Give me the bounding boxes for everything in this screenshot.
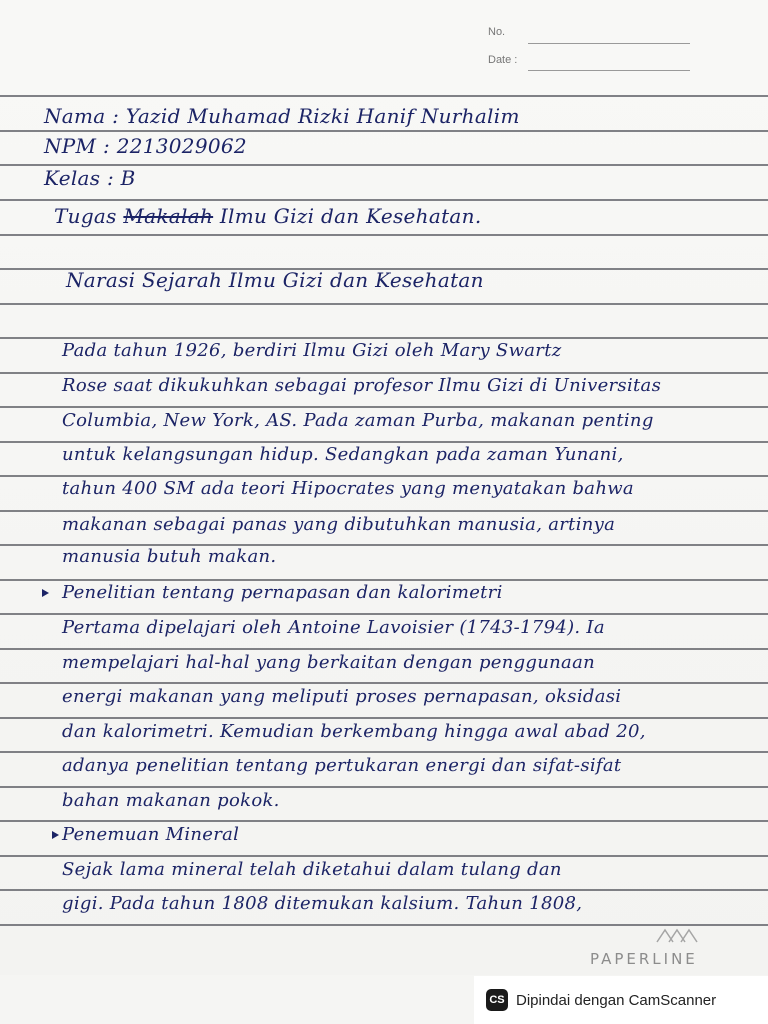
- triangle-bullet-icon: [42, 589, 49, 597]
- no-label: No.: [488, 26, 506, 38]
- section-heading-respiration: Penelitian tentang pernapasan dan kalorimetri: [62, 582, 503, 603]
- text-line: manusia butuh makan.: [62, 546, 277, 567]
- text-line: Sejak lama mineral telah diketahui dalam tulang dan: [62, 859, 562, 880]
- date-label: Date :: [488, 54, 518, 66]
- scanner-watermark: [474, 976, 768, 1024]
- name-line: Nama : Yazid Muhamad Rizki Hanif Nurhalim: [44, 104, 520, 128]
- brand-wordmark: PAPERLINE: [590, 950, 698, 968]
- scanner-text: Dipindai dengan CamScanner: [516, 991, 717, 1009]
- npm-line: NPM : 2213029062: [44, 134, 247, 158]
- assignment-line: [54, 204, 768, 228]
- paperline-logo-icon: [655, 928, 701, 944]
- text-line: gigi. Pada tahun 1808 ditemukan kalsium. Tahun 1808,: [62, 893, 583, 914]
- text-line: Rose saat dikukuhkan sebagai profesor Ilmu Gizi di Universitas: [62, 375, 662, 396]
- text-line: bahan makanan pokok.: [62, 790, 280, 811]
- camscanner-logo-icon: CS: [486, 989, 508, 1011]
- assignment-struck-word: Makalah: [123, 204, 214, 228]
- class-line: Kelas : B: [44, 166, 136, 190]
- text-line: tahun 400 SM ada teori Hipocrates yang menyatakan bahwa: [62, 478, 634, 499]
- assignment-prefix: Tugas: [54, 204, 117, 228]
- assignment-subject: Ilmu Gizi dan Kesehatan.: [219, 204, 482, 228]
- text-line: Pertama dipelajari oleh Antoine Lavoisier (1743-1794). Ia: [62, 617, 605, 638]
- text-line: mempelajari hal-hal yang berkaitan dengan penggunaan: [62, 652, 595, 673]
- no-line: [528, 43, 690, 44]
- text-line: dan kalorimetri. Kemudian berkembang hingga awal abad 20,: [62, 721, 646, 742]
- text-line: energi makanan yang meliputi proses pernapasan, oksidasi: [62, 686, 622, 707]
- text-line: Pada tahun 1926, berdiri Ilmu Gizi oleh Mary Swartz: [62, 340, 562, 361]
- section-heading-minerals: Penemuan Mineral: [62, 824, 240, 845]
- text-line: adanya penelitian tentang pertukaran energi dan sifat-sifat: [62, 755, 622, 776]
- text-line: untuk kelangsungan hidup. Sedangkan pada zaman Yunani,: [62, 444, 624, 465]
- date-line: [528, 70, 690, 71]
- page-title: Narasi Sejarah Ilmu Gizi dan Kesehatan: [66, 268, 484, 292]
- text-line: Columbia, New York, AS. Pada zaman Purba, makanan penting: [62, 410, 654, 431]
- triangle-bullet-icon: [52, 831, 59, 839]
- text-line: makanan sebagai panas yang dibutuhkan manusia, artinya: [62, 514, 616, 535]
